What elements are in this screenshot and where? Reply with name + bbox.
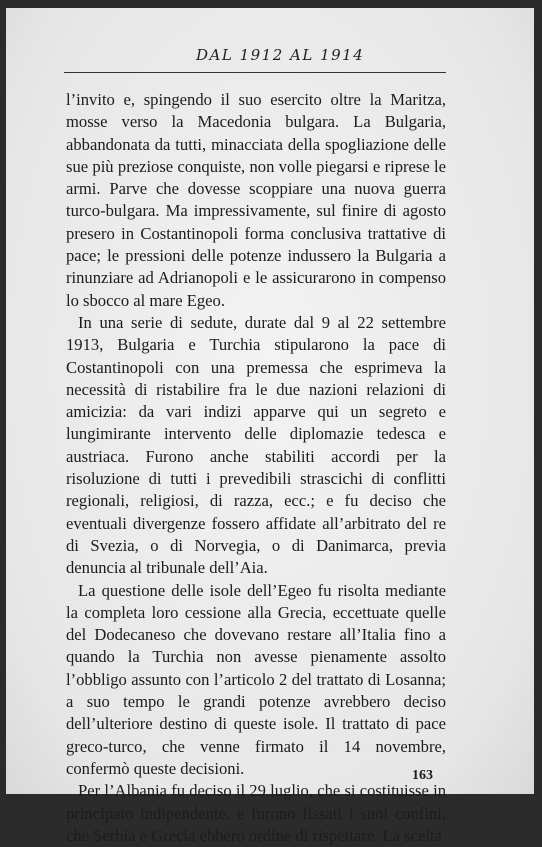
header-rule — [64, 72, 446, 73]
paragraph: Per l’Albania fu deciso il 29 luglio, che si costituisse in principato indipendente, e furono fissati i suoi confini, che Serbia e Grecia ebbero ordine di rispettare. La scelta — [66, 781, 446, 845]
book-page — [6, 8, 534, 845]
paragraph: In una serie di sedute, durate dal 9 al 22 settembre 1913, Bulgaria e Turchia stipularono la pace di Costantinopoli con una premessa che esprimeva la necessità di ristabilire fra le due nazioni relazioni di amicizia: da vari indizi apparve qui un segreto e lungimirante intervento delle diplomazie tedesca e austriaca. Furono anche stabiliti accordi per la risoluzione di tutti i prevedibili strascichi di conflitti regionali, religiosi, di razza, ecc.; e fu deciso che eventuali divergenze fossero affidate all’arbitrato del re di Svezia, o di Norvegia, o di Danimarca, previa denuncia al tribunale dell’Aia. — [66, 312, 446, 578]
running-head: DAL 1912 AL 1914 — [196, 46, 365, 64]
paragraph: l’invito e, spingendo il suo esercito oltre la Maritza, mosse verso la Macedonia bulgara. La Bulgaria, abbandonata da tutti, minacciata della spogliazione delle sue più preziose conquiste, non volle piegarsi e riprese le armi. Parve che dovesse scoppiare una nuova guerra turco-bulgara. Ma impressivamente, sul finire di agosto presero in Costantinopoli forma conclusiva trattative di pace; le pressioni delle potenze indussero la Bulgaria a rinunziare ad Adrianopoli e le assicurarono in compenso lo sbocco al mare Egeo. — [66, 90, 446, 310]
paragraph: La questione delle isole dell’Egeo fu risolta mediante la completa loro cessione alla Grecia, eccettuate quelle del Dodecaneso che dovevano restare all’Italia fino a quando la Turchia non avesse pienamente assolto l’obbligo assunto con l’articolo 2 del trattato di Losanna; a suo tempo le grandi potenze avrebbero deciso dell’ulteriore destino di queste isole. Il trattato di pace greco-turco, che venne firmato il 14 novembre, confermò queste decisioni. — [66, 580, 446, 778]
body-text — [66, 89, 446, 847]
page-number: 163 — [412, 768, 433, 783]
